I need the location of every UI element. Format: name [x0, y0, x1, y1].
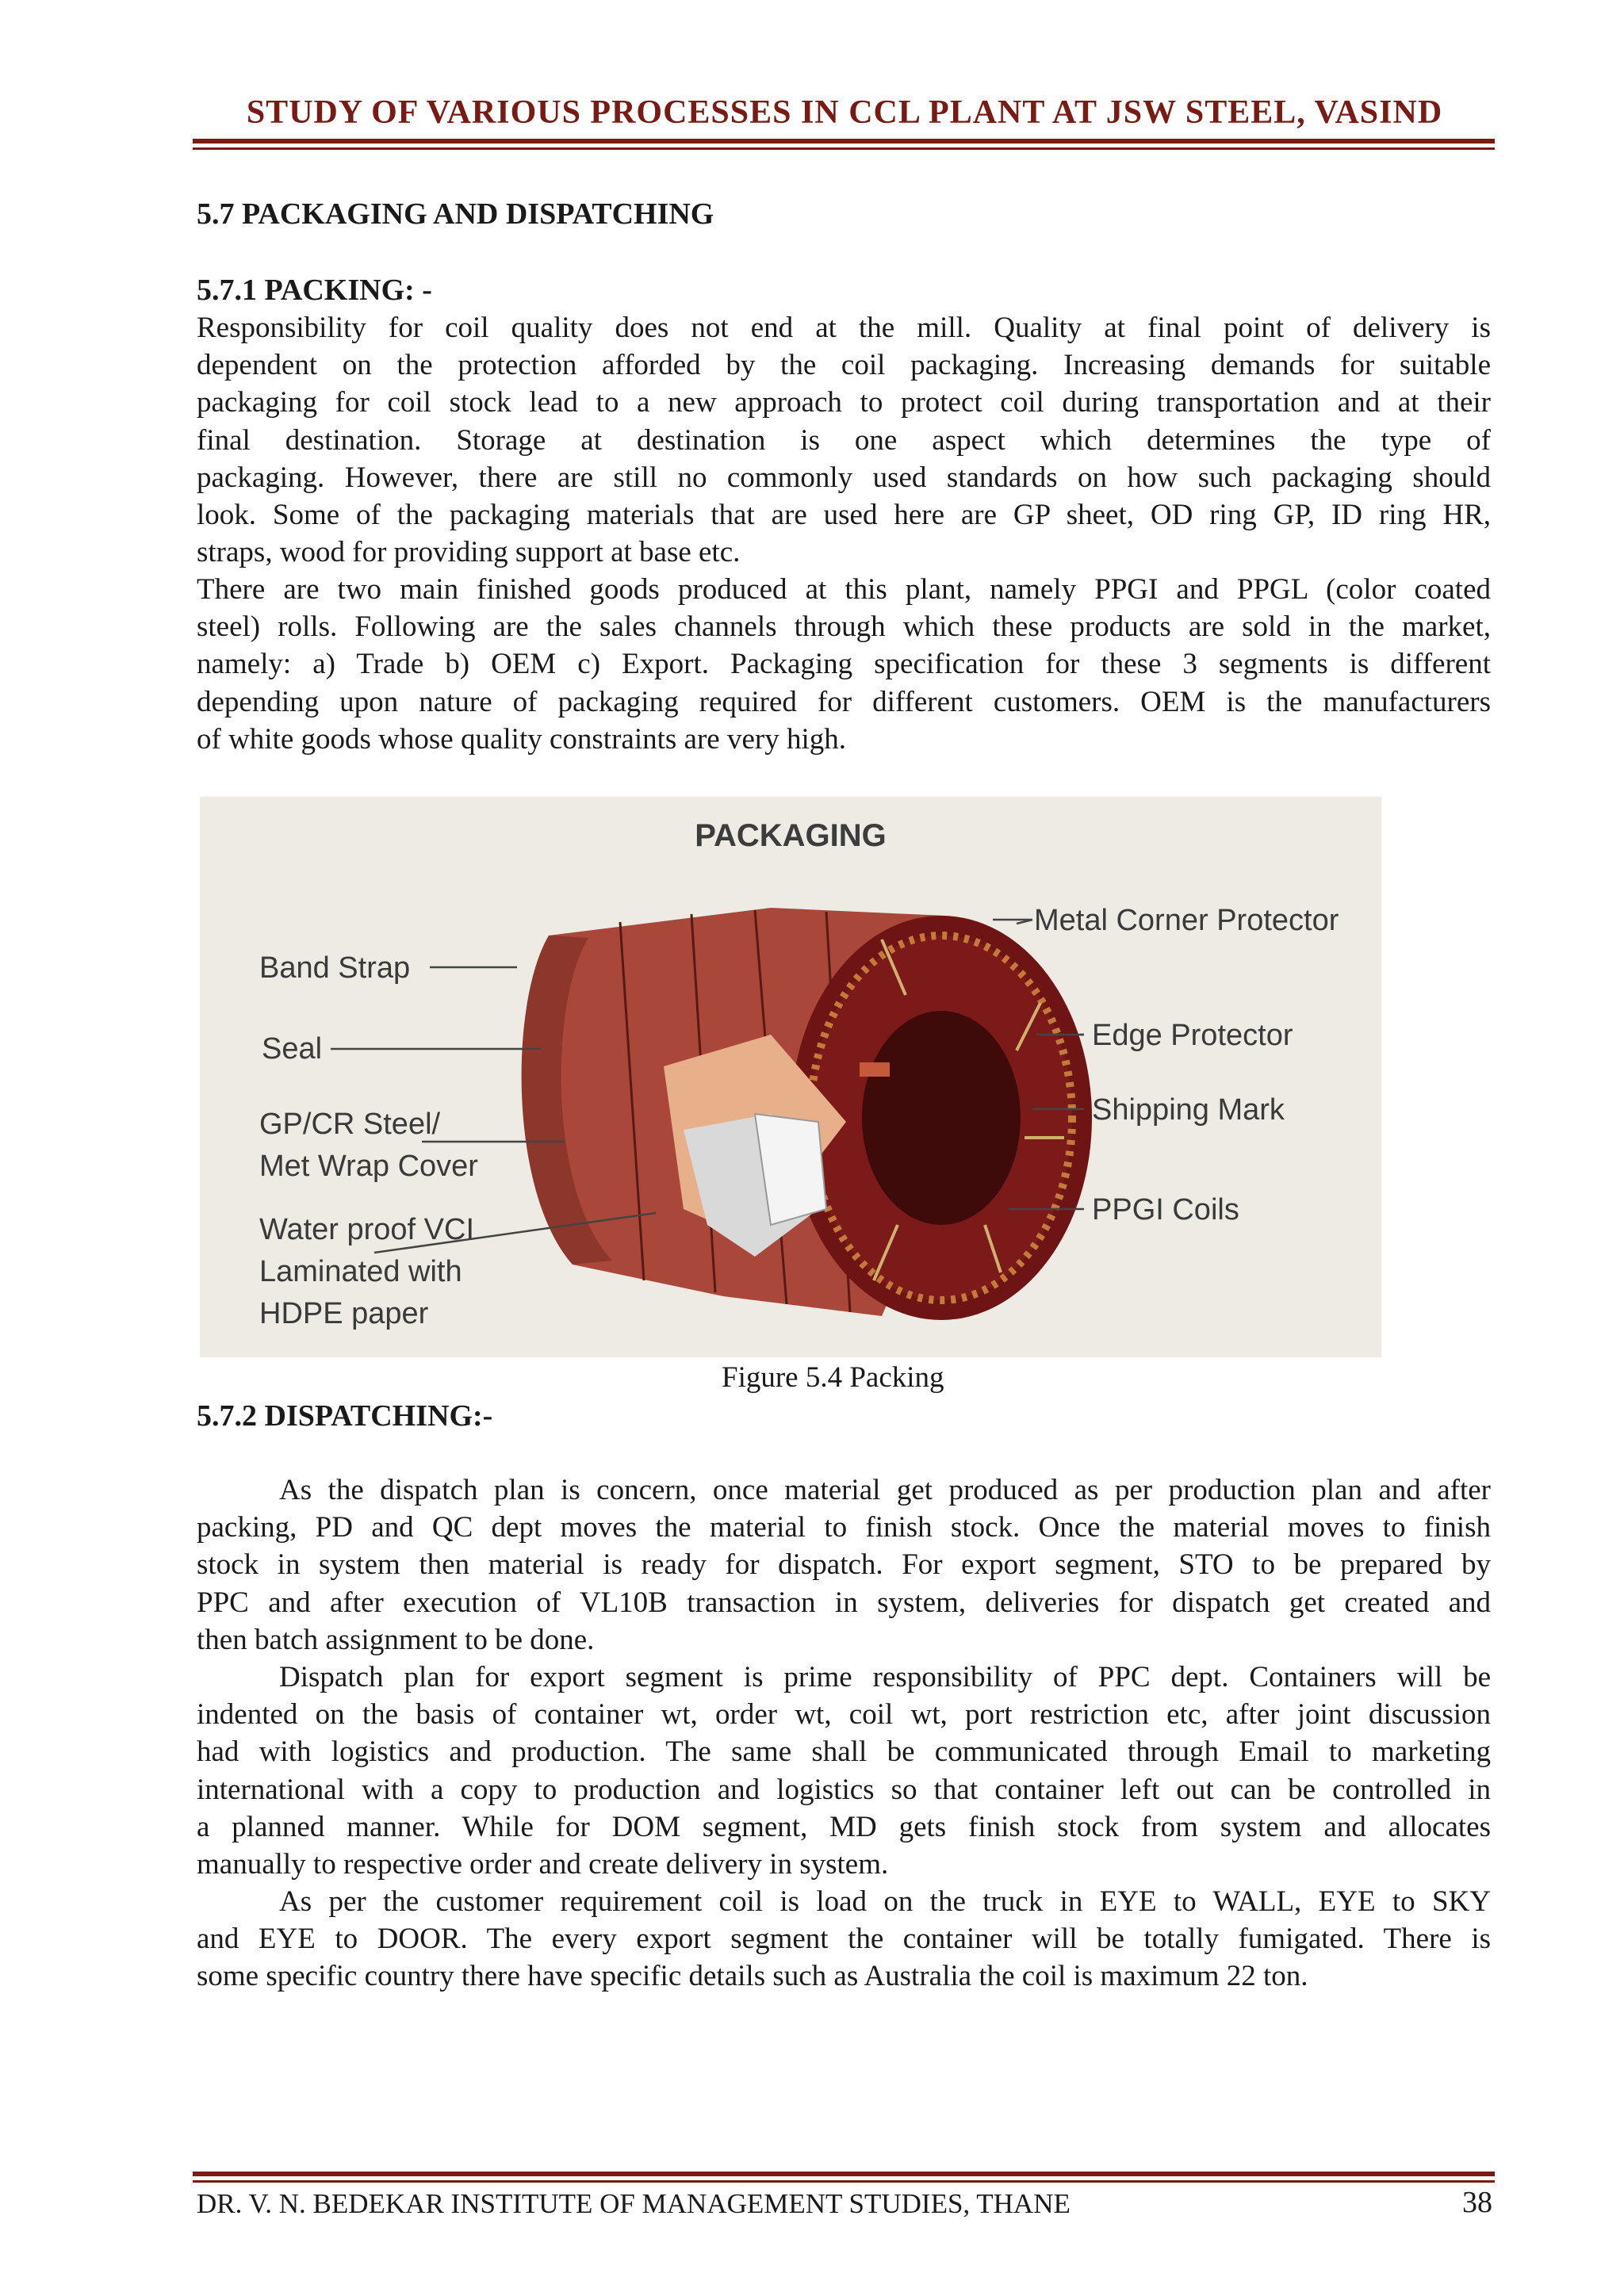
- dispatching-paragraph-2: [197, 1659, 1491, 1883]
- footer-rule-thin: [193, 2180, 1495, 2183]
- text-line: Dispatch plan for export segment is prime responsibility of PPC dept. Containers will be: [279, 1661, 1491, 1693]
- label-vci-2: Laminated with: [259, 1255, 462, 1288]
- text-line: a planned manner. While for DOM segment, MD gets finish stock from system and allocates: [197, 1810, 1491, 1843]
- text-line: some specific country there have specific details such as Australia the coil is maximum 22 ton.: [197, 1960, 1308, 1993]
- text-line: As per the customer requirement coil is load on the truck in EYE to WALL, EYE to SKY: [279, 1885, 1491, 1918]
- text-line: depending upon nature of packaging required for different customers. OEM is the manufacturers: [197, 685, 1491, 718]
- packaging-figure: [200, 797, 1381, 1357]
- packaging-diagram: [200, 797, 1381, 1357]
- footer-institute: DR. V. N. BEDEKAR INSTITUTE OF MANAGEMENT STUDIES, THANE: [197, 2188, 1071, 2219]
- running-header: STUDY OF VARIOUS PROCESSES IN CCL PLANT AT JSW STEEL, VASIND: [246, 94, 1443, 131]
- text-line: namely: a) Trade b) OEM c) Export. Packaging specification for these 3 segments is different: [197, 648, 1491, 681]
- coil-illustration: [522, 908, 1092, 1320]
- text-line: There are two main finished goods produced at this plant, namely PPGI and PPGL (color coated: [197, 573, 1491, 606]
- header-rule-thin: [193, 147, 1495, 150]
- label-vci-3: HDPE paper: [259, 1297, 429, 1330]
- dispatching-paragraph-3: [197, 1883, 1491, 1996]
- label-shipping-mark: Shipping Mark: [1092, 1093, 1285, 1127]
- label-metal-corner-protector: Metal Corner Protector: [1034, 904, 1339, 937]
- text-line: international with a copy to production and logistics so that container left out can be controlled in: [197, 1773, 1491, 1806]
- figure-caption: Figure 5.4 Packing: [722, 1361, 944, 1394]
- text-line: dependent on the protection afforded by the coil packaging. Increasing demands for suitable: [197, 349, 1491, 382]
- footer-rule-thick: [193, 2172, 1495, 2176]
- dispatching-paragraph-1: [197, 1471, 1491, 1659]
- text-line: of white goods whose quality constraints are very high.: [197, 722, 846, 756]
- label-ppgi-coils: PPGI Coils: [1092, 1193, 1239, 1226]
- text-line: look. Some of the packaging materials that are used here are GP sheet, OD ring GP, ID ring HR,: [197, 499, 1491, 532]
- text-line: Responsibility for coil quality does not end at the mill. Quality at final point of delivery is: [197, 312, 1491, 344]
- figure-title: PACKAGING: [695, 818, 887, 853]
- label-cover-2: Met Wrap Cover: [259, 1150, 478, 1183]
- packing-paragraph-1: [197, 309, 1491, 571]
- text-line: and EYE to DOOR. The every export segment the container will be totally fumigated. There is: [197, 1923, 1491, 1956]
- text-line: packing, PD and QC dept moves the material to finish stock. Once the material moves to finish: [197, 1511, 1491, 1544]
- packing-heading: 5.7.1 PACKING: -: [197, 274, 432, 307]
- text-line: had with logistics and production. The same shall be communicated through Email to marketing: [197, 1735, 1491, 1769]
- label-seal: Seal: [262, 1032, 323, 1066]
- text-line: final destination. Storage at destination is one aspect which determines the type of: [197, 423, 1491, 457]
- page-number: 38: [1462, 2186, 1492, 2219]
- text-line: manually to respective order and create delivery in system.: [197, 1848, 889, 1881]
- packing-paragraph-2: [197, 571, 1491, 758]
- dispatching-heading: 5.7.2 DISPATCHING:-: [197, 1399, 493, 1433]
- text-line: PPC and after execution of VL10B transaction in system, deliveries for dispatch get created and: [197, 1586, 1491, 1619]
- label-cover-1: GP/CR Steel/: [259, 1108, 441, 1141]
- text-line: straps, wood for providing support at base etc.: [197, 536, 741, 569]
- text-line: stock in system then material is ready for dispatch. For export segment, STO to be prepared by: [197, 1548, 1491, 1582]
- label-band-strap: Band Strap: [259, 951, 411, 985]
- section-heading: 5.7 PACKAGING AND DISPATCHING: [197, 197, 714, 231]
- label-edge-protector: Edge Protector: [1092, 1019, 1293, 1052]
- header-rule-thick: [193, 139, 1495, 144]
- text-line: As the dispatch plan is concern, once material get produced as per production plan and after: [279, 1474, 1491, 1506]
- text-line: then batch assignment to be done.: [197, 1623, 595, 1656]
- text-line: packaging for coil stock lead to a new approach to protect coil during transportation and at their: [197, 386, 1491, 419]
- text-line: steel) rolls. Following are the sales channels through which these products are sold in the market,: [197, 610, 1491, 644]
- text-line: packaging. However, there are still no commonly used standards on how such packaging should: [197, 461, 1491, 494]
- label-vci-1: Water proof VCI: [259, 1213, 475, 1246]
- text-line: indented on the basis of container wt, order wt, coil wt, port restriction etc, after joint discussion: [197, 1698, 1491, 1732]
